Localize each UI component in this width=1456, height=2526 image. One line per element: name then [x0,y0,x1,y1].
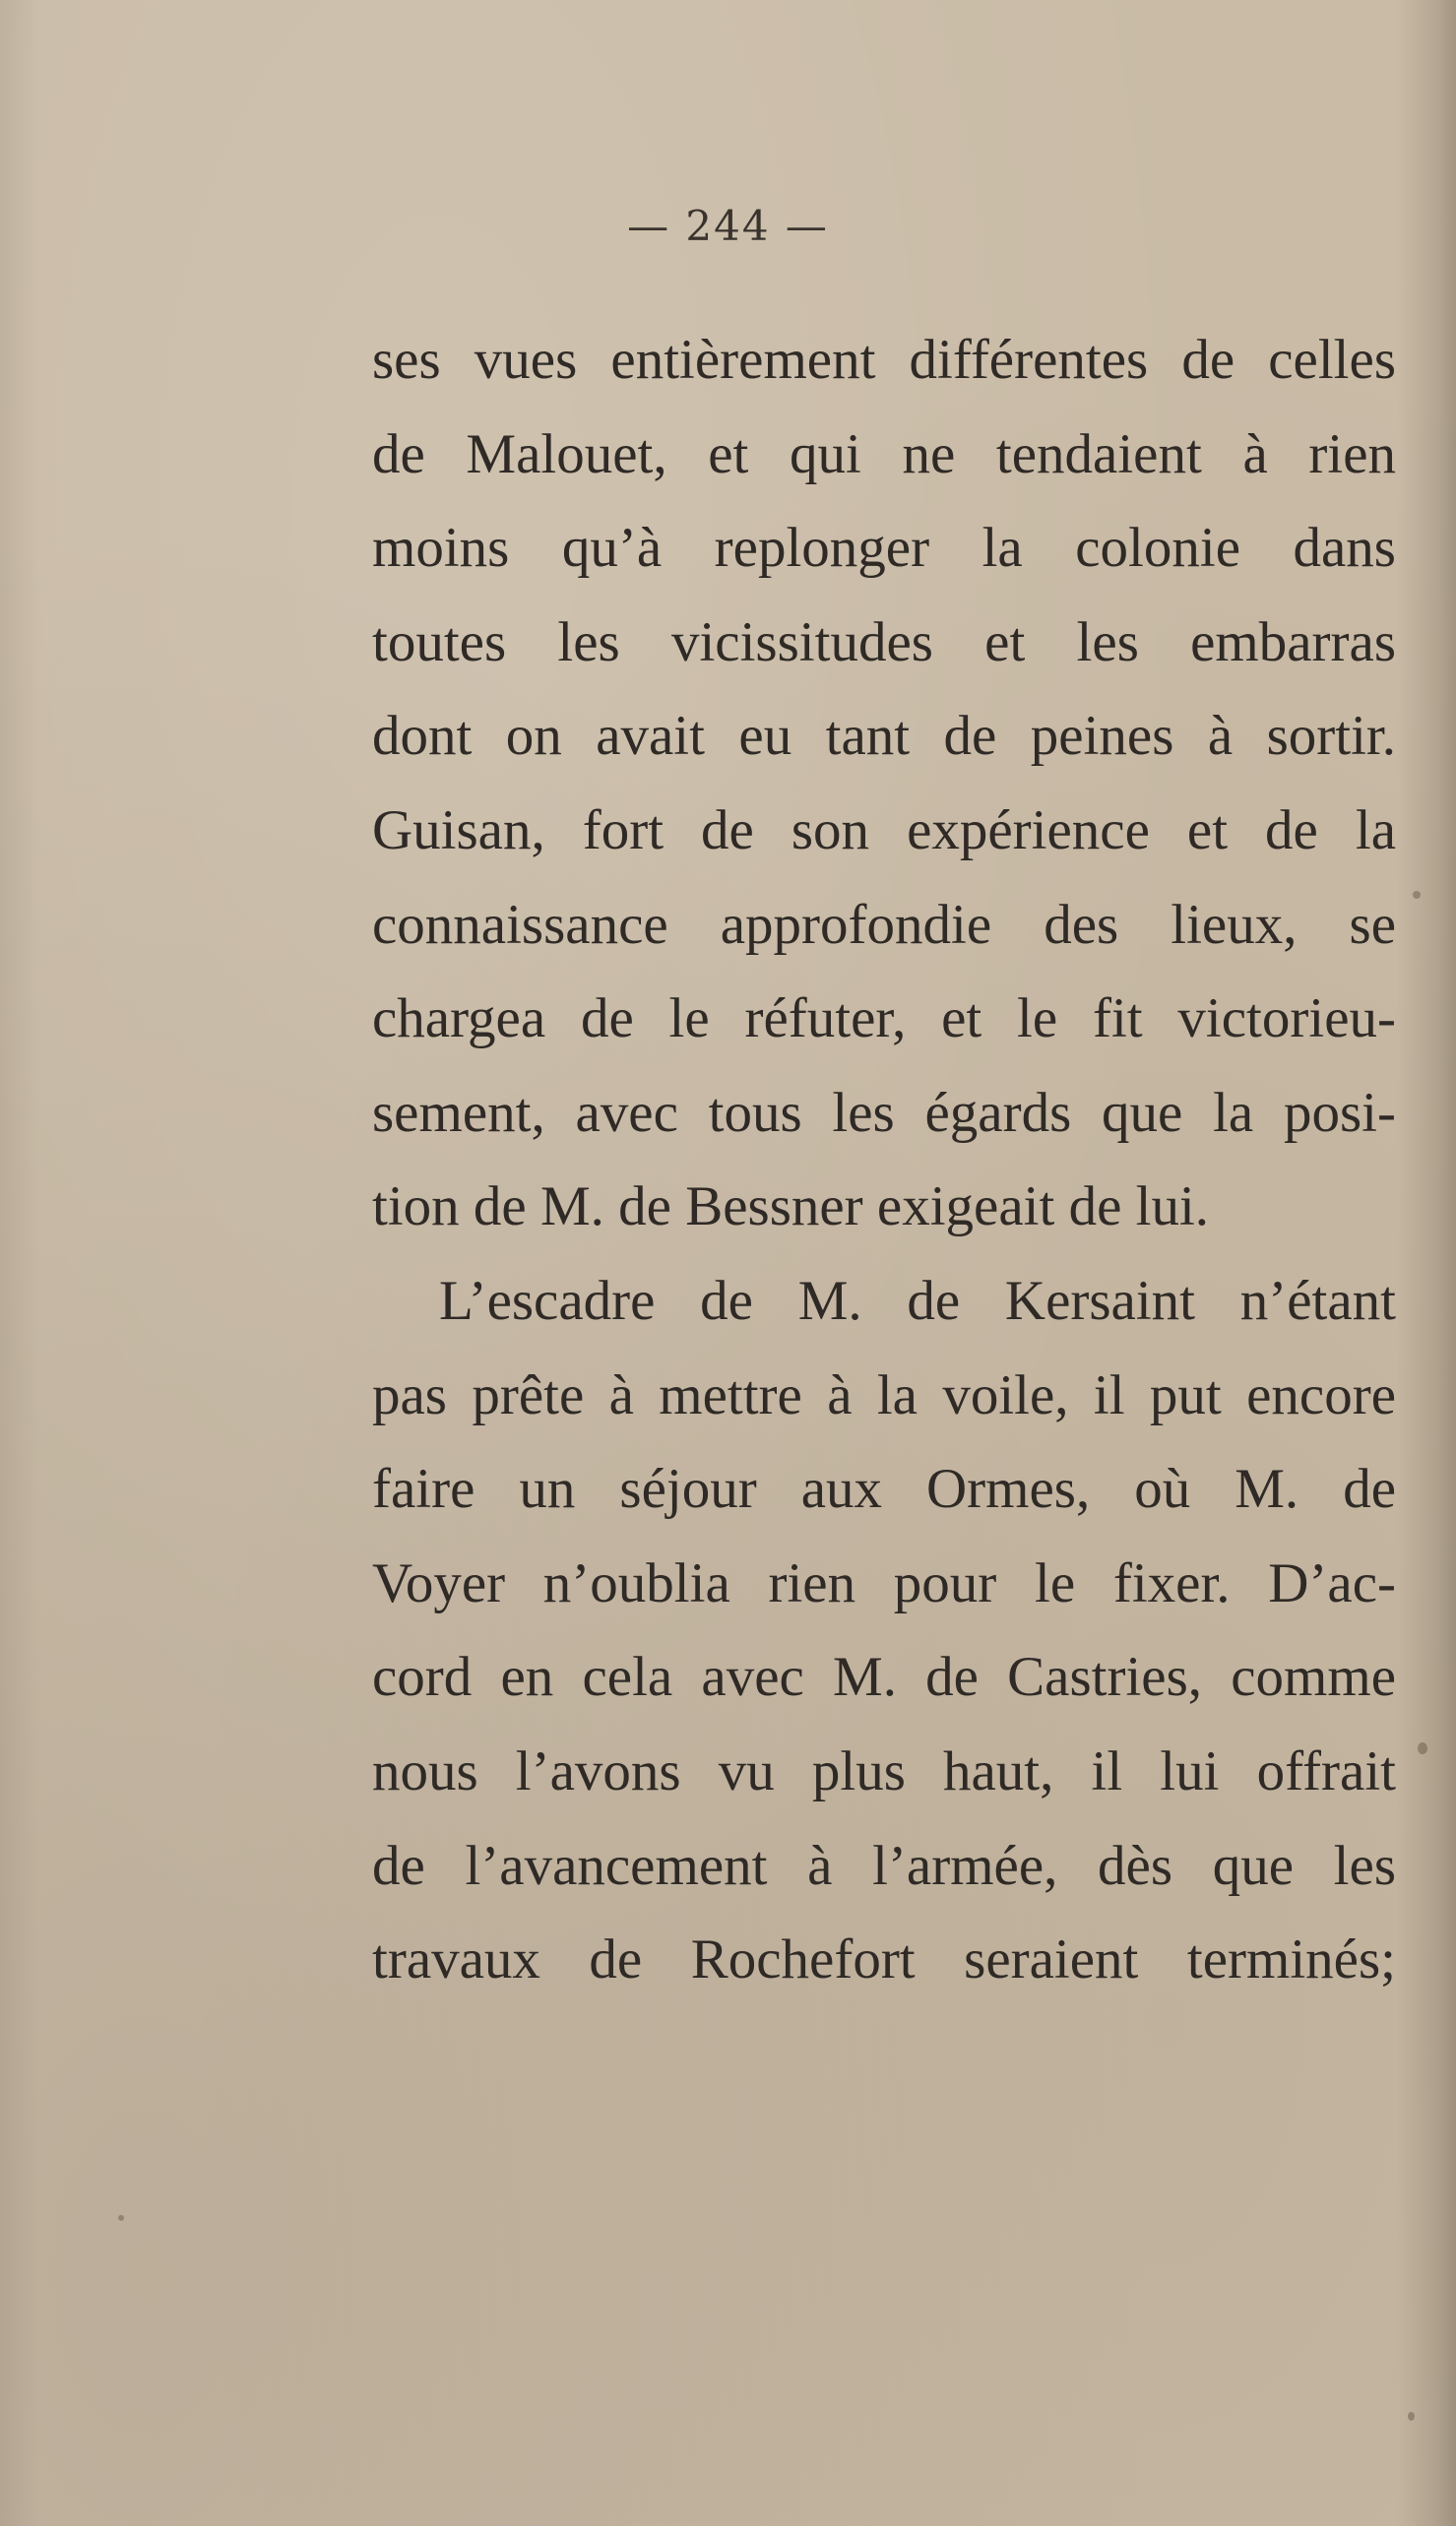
text-line: travaux de Rochefort seraient terminés; [372,1928,1396,1991]
text-line: Guisan, fort de son expérience et de la [372,798,1396,861]
text-line: sement, avec tous les égards que la posi- [372,1081,1396,1144]
page-right-edge [1397,0,1456,2526]
page-left-edge [0,0,39,2526]
text-line: ses vues entièrement différentes de celles [372,329,1396,391]
paper-speck [1413,891,1421,899]
text-line: toutes les vicissitudes et les embarras [372,610,1396,673]
text-line: nous l’avons vu plus haut, il lui offrait [372,1739,1396,1802]
body-text [372,313,1396,2007]
text-line: de l’avancement à l’armée, dès que les [372,1834,1396,1897]
text-line: connaissance approfondie des lieux, se [372,893,1396,956]
text-line: chargea de le réfuter, et le fit victorieu- [372,987,1396,1050]
paper-speck [1408,2412,1415,2421]
text-line: tion de M. de Bessner exigeait de lui. [372,1175,1210,1238]
text-line: L’escadre de M. de Kersaint n’étant [439,1269,1396,1332]
text-line: Voyer n’oublia rien pour le fixer. D’ac- [372,1551,1396,1614]
paper-speck [118,2215,124,2221]
text-line: dont on avait eu tant de peines à sortir. [372,705,1396,768]
text-line: moins qu’à replonger la colonie dans [372,517,1396,580]
paper-speck [1418,1742,1427,1754]
text-line: pas prête à mettre à la voile, il put encore [372,1363,1396,1426]
text-line: de Malouet, et qui ne tendaient à rien [372,422,1396,485]
text-line: cord en cela avec M. de Castries, comme [372,1646,1396,1709]
text-line: faire un séjour aux Ormes, où M. de [372,1458,1396,1521]
page-number: — 244 — [627,202,829,250]
